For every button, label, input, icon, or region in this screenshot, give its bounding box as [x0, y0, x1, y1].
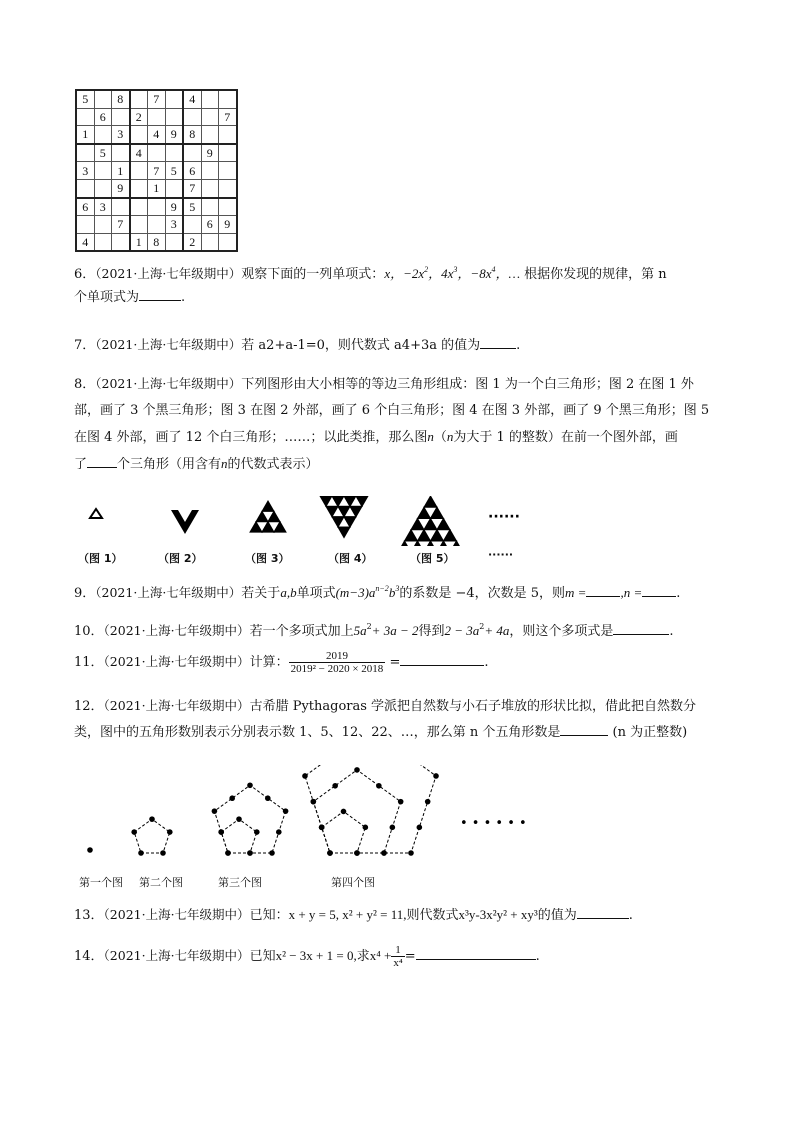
- stone-dot: [327, 850, 333, 856]
- stone-dot: [247, 850, 253, 856]
- sudoku-cell: 7: [219, 108, 237, 126]
- sudoku-cell: [201, 179, 219, 197]
- sudoku-cell: 4: [130, 144, 148, 162]
- figure-label: 第三个图: [218, 876, 262, 889]
- sudoku-cell: 3: [94, 198, 112, 216]
- question-source: （2021·上海·七年级期中）: [103, 654, 250, 669]
- sudoku-cell: 8: [148, 233, 166, 251]
- sudoku-cell: [219, 179, 237, 197]
- sudoku-cell: [112, 108, 130, 126]
- answer-blank-n[interactable]: [642, 582, 676, 597]
- question-8: 8．（2021·上海·七年级期中）下列图形由大小相等的等边三角形组成：图 1 为一个白三角形；图 2 在图 1 外 部，画了 3 个黑三角形；图 3 在图 2 外部，画了 6 个白三角形；图 4 在图 3 外部，画了 9 个黑三角形；图 5 在图 4 外部，画了 12 个白三角形；……；以此类推，那么图n（n为大于 1 的整数）在前一个图外部，画 了 个三角形（用含有n的代数式表示）: [74, 376, 710, 472]
- pentagon-patterns: [87, 765, 439, 856]
- stone-dot: [247, 782, 253, 788]
- sudoku-cell: 4: [76, 233, 94, 251]
- sudoku-cell: 1: [112, 162, 130, 180]
- monomial: $(m-3)a^{n-2}b^3$: [335, 584, 400, 600]
- stone-dot: [236, 816, 242, 822]
- stone-dot: [381, 850, 387, 856]
- sudoku-cell: 3: [165, 216, 183, 234]
- sudoku-cell: [219, 126, 237, 144]
- stone-dot: [269, 850, 275, 856]
- sudoku-cell: [112, 198, 130, 216]
- sudoku-cell: 4: [183, 90, 201, 108]
- stone-dot: [332, 783, 338, 789]
- sudoku-cell: 9: [112, 179, 130, 197]
- question-number: 11．: [74, 655, 104, 670]
- dashed-edge: [221, 819, 257, 853]
- sudoku-cell: [165, 144, 183, 162]
- sudoku-cell: 5: [165, 162, 183, 180]
- sudoku-cell: 8: [112, 90, 130, 108]
- sudoku-cell: 9: [165, 126, 183, 144]
- question-source: （2021·上海·七年级期中）: [95, 376, 242, 391]
- sudoku-cell: 1: [148, 179, 166, 197]
- sudoku-cell: [165, 108, 183, 126]
- figure-label: （图 2）: [158, 552, 203, 565]
- answer-blank[interactable]: [613, 620, 669, 635]
- ellipsis-dots: • • • • • •: [460, 816, 527, 831]
- question-number: 13．: [74, 908, 104, 923]
- dashed-edge: [214, 785, 285, 853]
- question-number: 10．: [74, 624, 104, 639]
- question-text: 古希腊 Pythagoras 学派把自然数与小石子堆放的形状比拟，借此把自然数分: [249, 699, 697, 714]
- question-text: 类，图中的五角形数别表示分别表示数 1、5、12、22、…，那么第 n 个五角形数是: [74, 725, 561, 740]
- sudoku-cell: 7: [148, 162, 166, 180]
- stone-dot: [398, 799, 404, 805]
- answer-blank[interactable]: [416, 945, 536, 960]
- sudoku-row: [76, 126, 237, 144]
- triangle-pattern-figure: [80, 496, 530, 546]
- stone-dot: [363, 825, 369, 831]
- stone-dot: [160, 850, 166, 856]
- figure-label: 第二个图: [139, 876, 183, 889]
- sudoku-cell: [94, 162, 112, 180]
- question-number: 14．: [74, 949, 104, 964]
- sudoku-cell: [183, 216, 201, 234]
- stone-dot: [354, 767, 360, 773]
- answer-blank[interactable]: [577, 904, 629, 919]
- stone-dot: [417, 825, 423, 831]
- ellipsis: ······: [488, 548, 514, 561]
- question-text: 根据你发现的规律，第 n: [524, 267, 667, 282]
- stone-dot: [311, 799, 317, 805]
- dashed-edge: [134, 819, 170, 853]
- figure-label: （图 1）: [78, 552, 123, 565]
- answer-blank[interactable]: [139, 286, 181, 301]
- fig1-triangle: [90, 509, 102, 518]
- sudoku-cell: [94, 126, 112, 144]
- monomial-sequence: x，$-2x^2$，$4x^3$，$-8x^4$，…: [384, 265, 521, 281]
- sudoku-row: [76, 90, 237, 108]
- sudoku-cell: 1: [130, 233, 148, 251]
- question-source: （2021·上海·七年级期中）: [103, 698, 250, 713]
- stone-dot: [433, 773, 439, 779]
- stone-dot: [265, 795, 271, 801]
- question-text: 为大于 1 的整数）在前一个图外部，画: [453, 430, 678, 445]
- question-number: 8．: [74, 377, 96, 392]
- stone-dot: [319, 825, 325, 831]
- small-triangle: [424, 496, 437, 507]
- stone-dot: [131, 829, 137, 835]
- sudoku-cell: [130, 162, 148, 180]
- fig3-shape: [250, 501, 286, 532]
- sudoku-cell: 5: [76, 90, 94, 108]
- question-number: 7．: [74, 338, 96, 353]
- answer-blank[interactable]: [87, 453, 117, 468]
- sudoku-cell: 2: [183, 233, 201, 251]
- sudoku-cell: [201, 90, 219, 108]
- sudoku-cell: [94, 233, 112, 251]
- sudoku-cell: [94, 179, 112, 197]
- sudoku-cell: [201, 233, 219, 251]
- stone-dot: [276, 829, 282, 835]
- question-text: 观察下面的一列单项式：: [241, 267, 385, 282]
- sudoku-cell: [183, 108, 201, 126]
- sudoku-cell: [148, 108, 166, 126]
- small-triangle: [262, 501, 274, 511]
- sudoku-cell: [94, 216, 112, 234]
- ellipsis: ······: [488, 509, 520, 525]
- sudoku-cell: [130, 198, 148, 216]
- stone-dot: [212, 808, 218, 814]
- sudoku-row: [76, 108, 237, 126]
- question-source: （2021·上海·七年级期中）: [103, 948, 250, 963]
- question-9: 9．（2021·上海·七年级期中）若关于a,b单项式$(m-3)a^{n-2}b^3$的系数是 −4，次数是 5，则m = ,n = .: [74, 584, 681, 601]
- dashed-edge: [322, 811, 366, 853]
- sudoku-cell: [165, 90, 183, 108]
- sudoku-cell: [76, 108, 94, 126]
- sudoku-row: [76, 162, 237, 180]
- fraction: $\frac{2019}{\text{2019² − 2020 × 2018}}$: [290, 650, 384, 675]
- pentagonal-number-figure: [80, 765, 560, 875]
- question-11: 11．（2021·上海·七年级期中）计算： $\frac{2019}{\text{2019² − 2020 × 2018}}$ = .: [74, 650, 489, 675]
- stone-dot: [408, 850, 414, 856]
- sudoku-row: [76, 144, 237, 162]
- fraction: $\frac{1}{\text{x⁴}}$: [393, 944, 403, 969]
- stone-dot: [283, 808, 289, 814]
- sudoku-cell: 9: [201, 144, 219, 162]
- sudoku-cell: 2: [130, 108, 148, 126]
- answer-blank[interactable]: [560, 721, 608, 736]
- stone-dot: [390, 825, 396, 831]
- sudoku-cell: [201, 162, 219, 180]
- sudoku-cell: 9: [165, 198, 183, 216]
- sudoku-cell: 7: [148, 90, 166, 108]
- sudoku-cell: [112, 144, 130, 162]
- sudoku-cell: 4: [148, 126, 166, 144]
- sudoku-cell: 5: [183, 198, 201, 216]
- sudoku-cell: [76, 179, 94, 197]
- sudoku-cell: [112, 233, 130, 251]
- sudoku-cell: 6: [94, 108, 112, 126]
- question-text: 若 a2+a-1=0，则代数式 a4+3a 的值为: [241, 338, 481, 353]
- sudoku-cell: 8: [183, 126, 201, 144]
- figure-label: 第一个图: [79, 876, 123, 889]
- sudoku-cell: [201, 198, 219, 216]
- stone-dot: [254, 829, 260, 835]
- question-source: （2021·上海·七年级期中）: [95, 337, 242, 352]
- sudoku-cell: [94, 90, 112, 108]
- stone-dot: [425, 799, 431, 805]
- question-12: 12．（2021·上海·七年级期中）古希腊 Pythagoras 学派把自然数与小石子堆放的形状比拟，借此把自然数分 类，图中的五角形数别表示分别表示数 1、5、12、22、…，那么第 n 个五角形数是 (n 为正整数): [74, 698, 697, 740]
- stone-dot: [354, 850, 360, 856]
- figure-label: （图 4）: [328, 552, 373, 565]
- sudoku-cell: 5: [94, 144, 112, 162]
- sudoku-cell: [130, 90, 148, 108]
- stone-dot: [302, 773, 308, 779]
- question-6: 6．（2021·上海·七年级期中）观察下面的一列单项式：x，$-2x^2$，$4x^3$，$-8x^4$，… 根据你发现的规律，第 n 个单项式为 .: [74, 265, 667, 305]
- question-number: 12．: [74, 699, 104, 714]
- stone-dot: [229, 795, 235, 801]
- question-number: 9．: [74, 586, 96, 601]
- fig4-shape: [320, 496, 368, 538]
- sudoku-row: [76, 198, 237, 216]
- sudoku-cell: [76, 144, 94, 162]
- fig5-shape: [398, 496, 463, 546]
- sudoku-cell: [148, 216, 166, 234]
- answer-blank[interactable]: [480, 334, 516, 349]
- dashed-edge: [305, 765, 436, 853]
- sudoku-cell: 7: [183, 179, 201, 197]
- sudoku-row: [76, 179, 237, 197]
- sudoku-cell: [76, 216, 94, 234]
- sudoku-cell: [148, 144, 166, 162]
- question-source: （2021·上海·七年级期中）: [103, 907, 250, 922]
- sudoku-cell: [165, 233, 183, 251]
- sudoku-cell: [201, 108, 219, 126]
- sudoku-cell: [130, 179, 148, 197]
- stone-dot: [376, 783, 382, 789]
- sudoku-cell: 6: [183, 162, 201, 180]
- answer-blank[interactable]: [400, 651, 484, 666]
- fig2-shape: [171, 510, 199, 534]
- stone-dot: [138, 850, 144, 856]
- question-number: 6．: [74, 267, 96, 282]
- sudoku-cell: [219, 90, 237, 108]
- question-13: 13．（2021·上海·七年级期中）已知：x + y = 5, x² + y² = 11,则代数式x³y-3x²y² + xy³的值为 .: [74, 903, 724, 927]
- stone-dot: [167, 829, 173, 835]
- sudoku-cell: [148, 198, 166, 216]
- question-7: 7．（2021·上海·七年级期中）若 a2+a-1=0，则代数式 a4+3a 的值为 .: [74, 333, 724, 357]
- sudoku-cell: [183, 144, 201, 162]
- sudoku-cell: [219, 233, 237, 251]
- stone-dot: [225, 850, 231, 856]
- sudoku-cell: 3: [76, 162, 94, 180]
- question-text: 部，画了 3 个黑三角形；图 3 在图 2 外部，画了 6 个白三角形；图 4 在图 3 外部，画了 9 个黑三角形；图 5: [74, 403, 710, 418]
- stone-dot: [87, 847, 93, 853]
- figure-label: （图 5）: [410, 552, 455, 565]
- sudoku-cell: 7: [112, 216, 130, 234]
- question-source: （2021·上海·七年级期中）: [103, 623, 250, 638]
- question-text: 个单项式为: [74, 290, 140, 305]
- question-source: （2021·上海·七年级期中）: [95, 585, 242, 600]
- question-text: 下列图形由大小相等的等边三角形组成：图 1 为一个白三角形；图 2 在图 1 外: [241, 377, 694, 392]
- sudoku-cell: [130, 126, 148, 144]
- sudoku-cell: [219, 144, 237, 162]
- stone-dot: [341, 809, 347, 815]
- sudoku-row: [76, 233, 237, 251]
- question-10: 10．（2021·上海·七年级期中）若一个多项式加上$5a^2+ 3a - 2$得到$2 - 3a^2+ 4a$，则这个多项式是 .: [74, 622, 674, 639]
- sudoku-cell: 6: [201, 216, 219, 234]
- stone-dot: [218, 829, 224, 835]
- figure-label: （图 3）: [245, 552, 290, 565]
- sudoku-cell: [165, 179, 183, 197]
- sudoku-cell: [219, 162, 237, 180]
- sudoku-cell: 9: [219, 216, 237, 234]
- stone-dot: [149, 816, 155, 822]
- question-text: 在图 4 外部，画了 12 个白三角形；……；以此类推，那么图: [74, 430, 428, 445]
- sudoku-cell: [219, 198, 237, 216]
- question-14: 14．（2021·上海·七年级期中）已知x² − 3x + 1 = 0,求x⁴ + $\frac{1}{\text{x⁴}}$ = .: [74, 944, 540, 969]
- sudoku-cell: 3: [112, 126, 130, 144]
- sudoku-cell: [130, 216, 148, 234]
- sudoku-cell: [201, 126, 219, 144]
- sudoku-row: [76, 216, 237, 234]
- answer-blank-m[interactable]: [586, 582, 620, 597]
- sudoku-cell: 6: [76, 198, 94, 216]
- sudoku-grid: [75, 89, 238, 252]
- figure-label: 第四个图: [331, 876, 375, 889]
- small-triangle: [338, 527, 350, 537]
- sudoku-cell: 1: [76, 126, 94, 144]
- question-source: （2021·上海·七年级期中）: [95, 266, 242, 281]
